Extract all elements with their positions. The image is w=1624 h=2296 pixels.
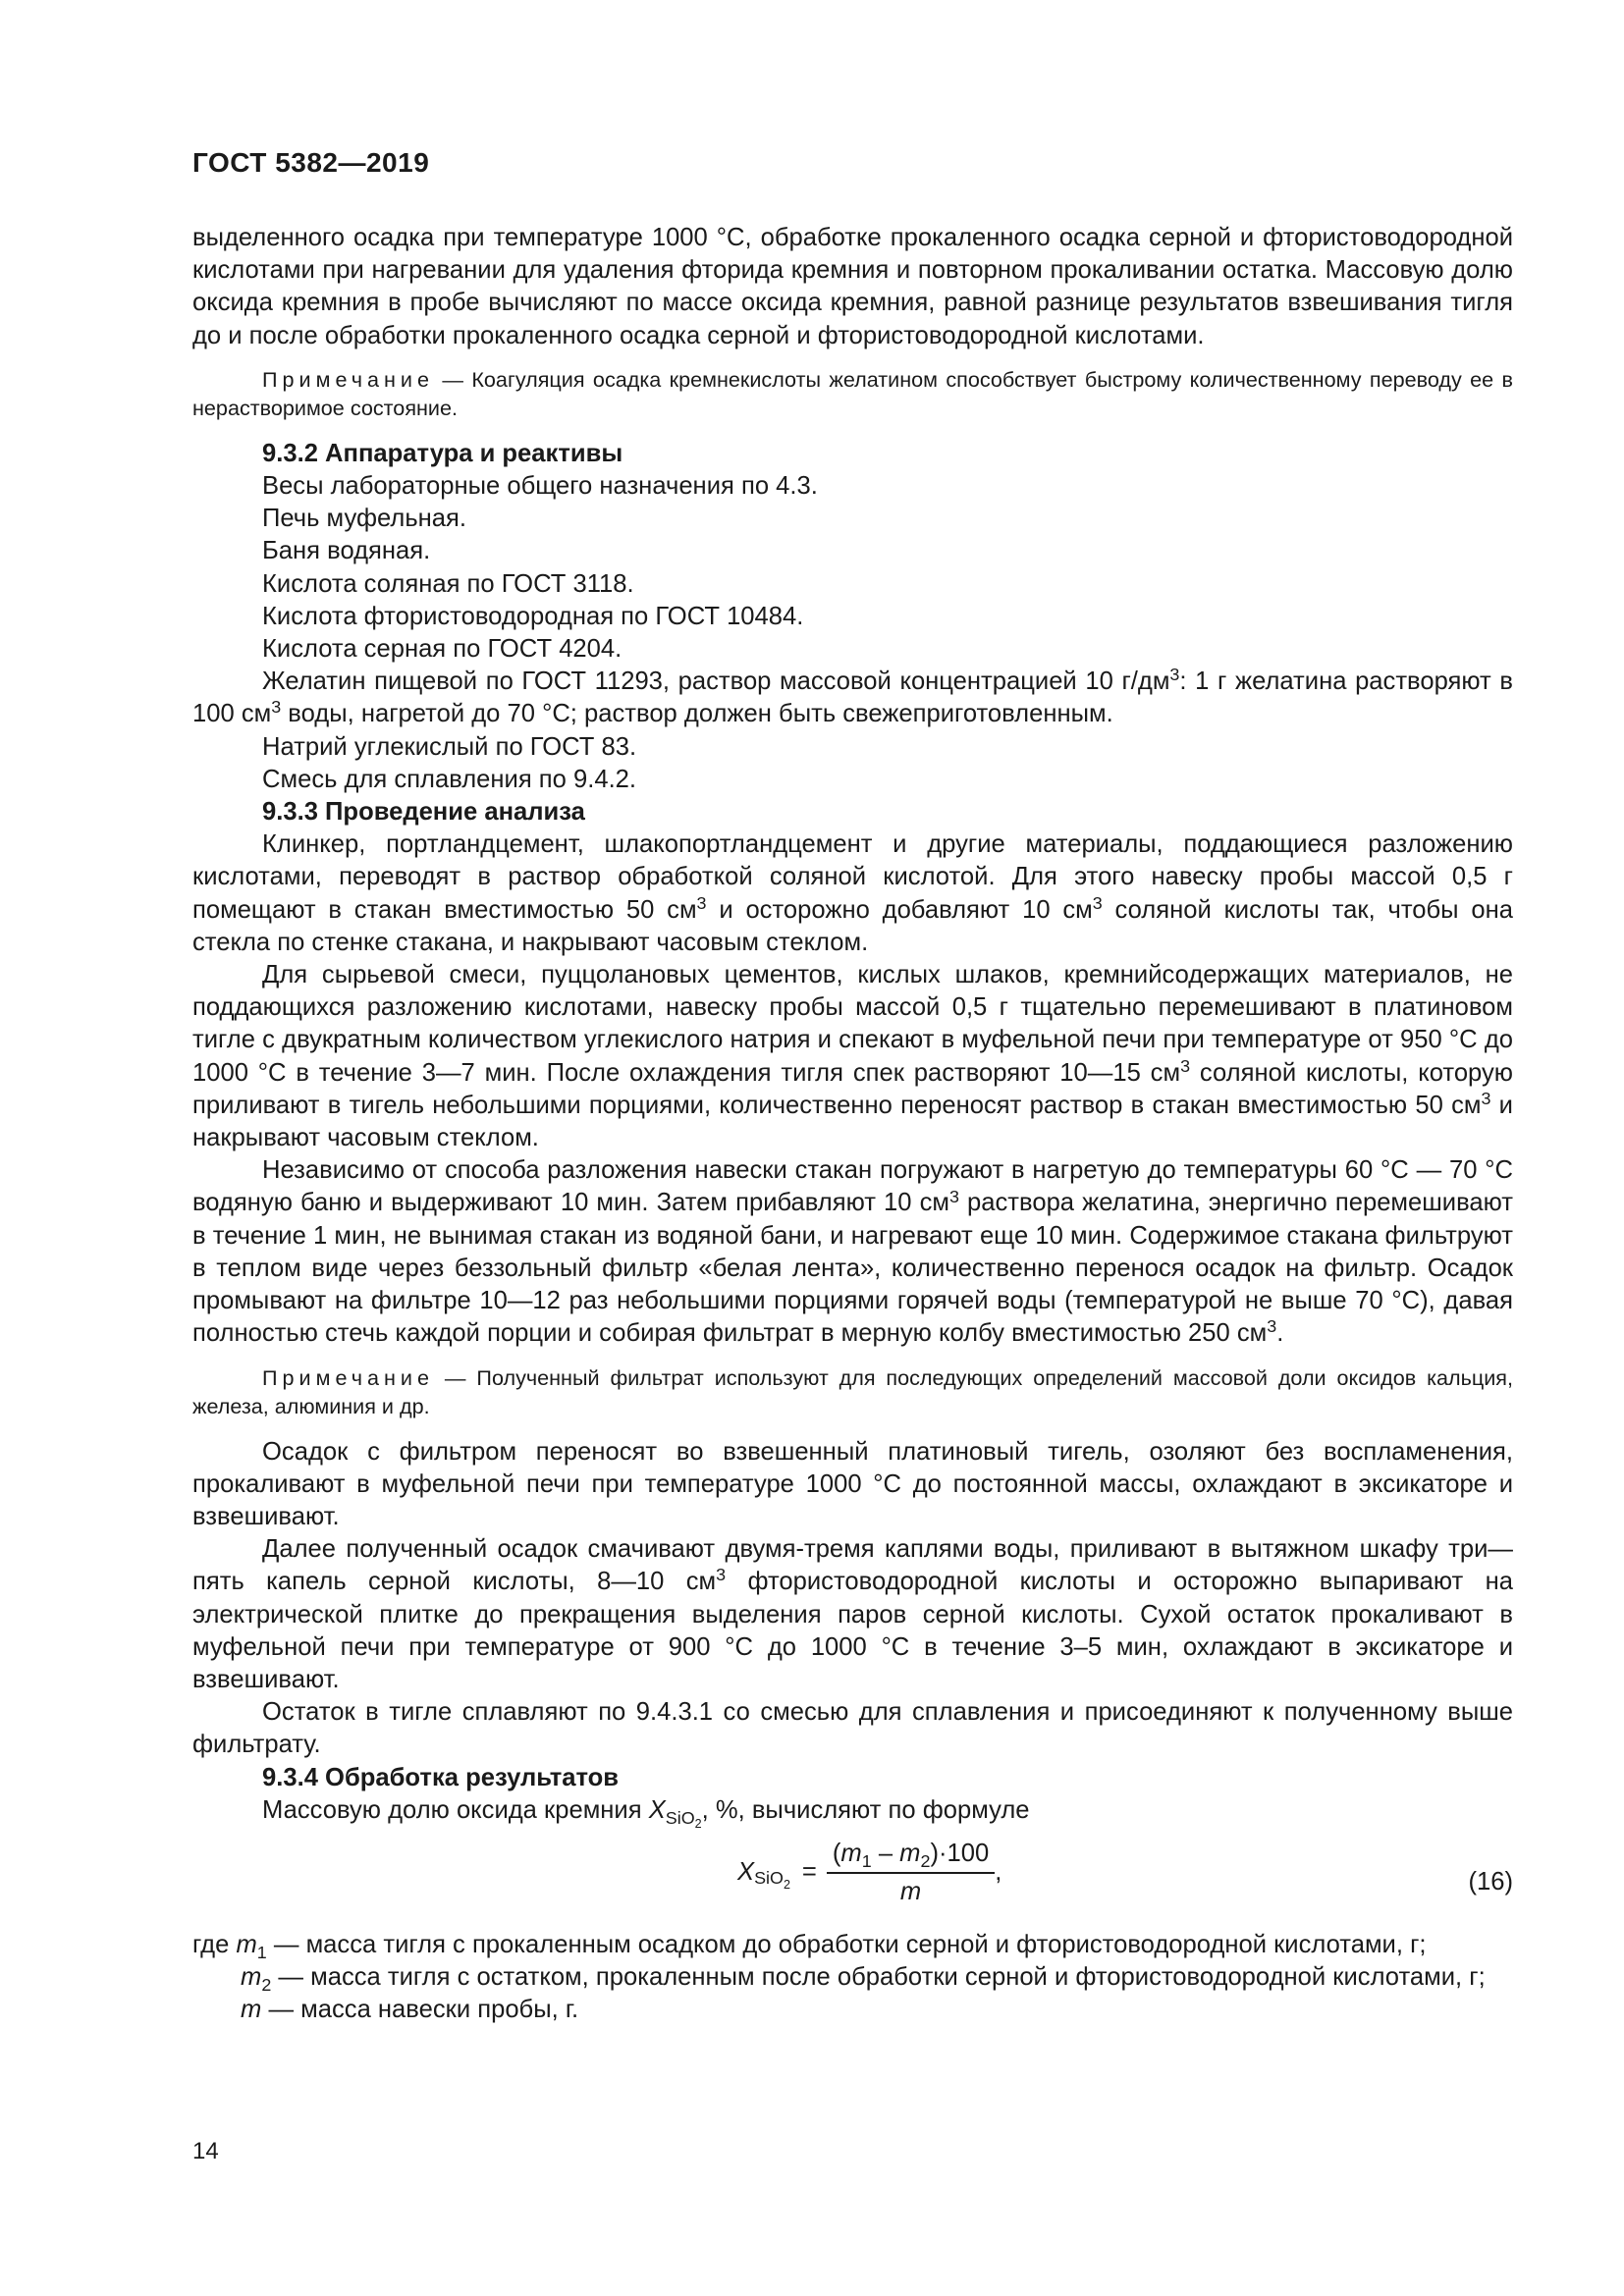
- variable-x: X: [737, 1858, 755, 1887]
- subscript-text: SiO: [754, 1868, 784, 1889]
- note-label: Примечание: [262, 1364, 434, 1390]
- subscript: 1: [861, 1851, 872, 1872]
- text-segment: Для сырьевой смеси, пуццолановых цементов, кислых шлаков, кремнийсодержащих материалов, не поддающихся разложению кислотами, навеску пробы массой 0,5 г тщательно перемешивают в платиновом тигле с двукратным количеством углекислого натрия и спекают в муфельной печи при температуре от 950 °С до 1000 °С в течение 3—7 мин. После охлаждения тигля спек растворяют 10—15 см: [192, 961, 1513, 1087]
- subscript: 1: [256, 1943, 267, 1963]
- list-item: Весы лабораторные общего назначения по 4.3.: [262, 472, 818, 501]
- superscript: 3: [716, 1565, 727, 1585]
- paragraph-method-principle: выделенного осадка при температуре 1000 °С, обработке прокаленного осадка серной и фтористоводородной кислотами при нагревании для удаления фторида кремния и повторном прокаливании остатка. Массовую долю оксида кремния в пробе вычисляют по массе оксида кремния, равной разнице результатов взвешивания тигля до и после обработки прокаленного осадка серной и фтористоводородной кислотами.: [192, 224, 1513, 349]
- paragraph-ignition: Осадок с фильтром переносят во взвешенный платиновый тигель, озоляют без воспламенения, прокаливают в муфельной печи при температуре 1000 °С до постоянной массы, охлаждают в эксикаторе и взвешивают.: [192, 1437, 1513, 1530]
- paren: ): [930, 1839, 939, 1867]
- text-segment: где: [192, 1930, 237, 1958]
- paragraph-filtering: [192, 1154, 1513, 1350]
- note-filtrate: [192, 1363, 1513, 1420]
- list-item: Натрий углекислый по ГОСТ 83.: [262, 732, 637, 761]
- superscript: 3: [1092, 892, 1103, 913]
- variable-m2: m: [899, 1839, 921, 1867]
- subscript-index: 2: [783, 1877, 790, 1892]
- subscript: [665, 1808, 702, 1832]
- subscript: 2: [261, 1975, 272, 1996]
- text-segment: фтористоводородной кислоты и осторожно выпаривают на электрической плитке до прекращения выделения паров серной кислоты. Сухой остаток прокаливают в муфельной печи при температуре от 900 °С до 1000 °С в течение 3–5 мин, охлаждают в эксикаторе и взвешивают.: [192, 1568, 1513, 1693]
- paragraph-acid-decomposition: [192, 828, 1513, 959]
- list-item-gelatin: [192, 666, 1513, 730]
- text-segment: и накрывают часовым стеклом.: [192, 1091, 1513, 1152]
- superscript: 3: [696, 892, 707, 913]
- note-text: — Коагуляция осадка кремнекислоты желатином способствует быстрому количественному переводу ее в нерастворимое состояние.: [192, 366, 1513, 420]
- paragraph-hf-treatment: [192, 1533, 1513, 1696]
- text-segment: соляной кислоты, которую приливают в тигель небольшими порциями, количественно переносят раствор в стакан вместимостью 50 см: [192, 1058, 1513, 1119]
- superscript: 3: [1180, 1055, 1191, 1076]
- superscript: 3: [1169, 665, 1180, 685]
- document-header: ГОСТ 5382—2019: [192, 147, 430, 178]
- superscript: 3: [271, 697, 282, 718]
- note-coagulation: [192, 365, 1513, 422]
- variable-m: m: [241, 1996, 262, 2024]
- text-segment: Клинкер, портландцемент, шлакопортландцемент и другие материалы, поддающиеся разложению кислотами, переводят в раствор обработкой соляной кислотой. Для этого навеску пробы массой 0,5 г помещают в стакан вместимостью 50 см: [192, 830, 1513, 924]
- text-segment: .: [1276, 1319, 1284, 1348]
- text-segment: Далее полученный осадок смачивают двумя-тремя каплями воды, приливают в вытяжном шкафу три—пять капель серной кислоты, 8—10 см: [192, 1535, 1513, 1596]
- variable-x: X: [648, 1795, 666, 1824]
- subscript-text: SiO: [665, 1808, 695, 1828]
- fraction-numerator: [827, 1837, 995, 1874]
- legend-m2: [192, 1961, 1513, 1994]
- equals-sign: =: [801, 1858, 817, 1887]
- note-text: — Полученный фильтрат используют для последующих определений массовой доли оксидов кальция, железа, алюминия и др.: [192, 1364, 1513, 1418]
- document-body: [192, 222, 1513, 2027]
- subscript: [754, 1868, 790, 1892]
- fraction: [827, 1837, 995, 1909]
- section-heading-9-3-3: 9.3.3 Проведение анализа: [262, 798, 585, 827]
- text-segment: соляной кислоты так, чтобы она стекла по стенке стакана, и накрывают часовым стеклом.: [192, 895, 1513, 956]
- text-segment: и осторожно добавляют 10 см: [706, 895, 1093, 924]
- text-segment: — масса тигля с остатком, прокаленным после обработки серной и фтористоводородной кислотами, г;: [271, 1963, 1486, 1992]
- paren: (: [832, 1839, 841, 1867]
- note-label: Примечание: [262, 366, 434, 392]
- list-item: Баня водяная.: [262, 537, 431, 565]
- page-number: 14: [192, 2138, 219, 2164]
- text-segment: , %, вычисляют по формуле: [701, 1795, 1030, 1824]
- comma: ,: [995, 1858, 1002, 1887]
- formula-expression: [737, 1837, 1001, 1909]
- formula-16: [192, 1831, 1513, 1929]
- section-heading-9-3-2: 9.3.2 Аппаратура и реактивы: [262, 439, 623, 467]
- legend-m1: [192, 1929, 1513, 1961]
- paragraph-formula-intro: [192, 1794, 1513, 1832]
- text-segment: Независимо от способа разложения навески стакан погружают в нагретую до температуры 60 °С — 70 °С водяную баню и выдерживают 10 мин. Затем прибавляют 10 см: [192, 1156, 1513, 1217]
- text-segment: — масса тигля с прокаленным осадком до обработки серной и фтористоводородной кислотами, г;: [266, 1930, 1427, 1958]
- subscript-index: 2: [694, 1817, 702, 1832]
- superscript: 3: [1267, 1316, 1277, 1337]
- superscript: 3: [948, 1186, 959, 1206]
- list-item: Кислота соляная по ГОСТ 3118.: [262, 569, 634, 598]
- list-item: Печь муфельная.: [262, 505, 466, 533]
- multiplier: ·100: [939, 1839, 990, 1867]
- variable-m2: m: [241, 1963, 262, 1992]
- paragraph-residue-fusion: Остаток в тигле сплавляют по 9.4.3.1 со смесью для сплавления и присоединяют к полученному выше фильтрату.: [192, 1698, 1513, 1759]
- fraction-denominator: m: [899, 1877, 922, 1905]
- text-segment: Желатин пищевой по ГОСТ 11293, раствор массовой концентрацией 10 г/дм: [262, 667, 1170, 696]
- minus-sign: –: [871, 1839, 900, 1867]
- paragraph-sintering: [192, 959, 1513, 1154]
- list-item: Кислота фтористоводородная по ГОСТ 10484.: [262, 602, 804, 630]
- subscript: 2: [920, 1851, 931, 1872]
- section-heading-9-3-4: 9.3.4 Обработка результатов: [262, 1763, 620, 1791]
- superscript: 3: [1481, 1088, 1491, 1108]
- text-segment: раствора желатина, энергично перемешивают в течение 1 мин, не вынимая стакан из водяной бани, и нагревают еще 10 мин. Содержимое стакана фильтруют в теплом виде через беззольный фильтр «белая лента», количественно перенося осадок на фильтр. Осадок промывают на фильтре 10—12 раз небольшими порциями горячей воды (температурой не выше 70 °С), давая полностью стечь каждой порции и собирая фильтрат в мерную колбу вместимостью 250 см: [192, 1189, 1513, 1348]
- text-segment: — масса навески пробы, г.: [261, 1996, 579, 2024]
- text-segment: : 1 г желатина растворяют в 100 см: [192, 667, 1513, 728]
- list-item: Кислота серная по ГОСТ 4204.: [262, 635, 623, 664]
- variable-m1: m: [840, 1839, 862, 1867]
- text-segment: Массовую долю оксида кремния: [262, 1795, 649, 1824]
- text-segment: воды, нагретой до 70 °С; раствор должен быть свежеприготовленным.: [281, 700, 1113, 728]
- variable-m1: m: [236, 1930, 257, 1958]
- list-item: Смесь для сплавления по 9.4.2.: [262, 765, 637, 793]
- legend-m: [192, 1994, 1513, 2026]
- equation-number: (16): [1468, 1867, 1513, 1896]
